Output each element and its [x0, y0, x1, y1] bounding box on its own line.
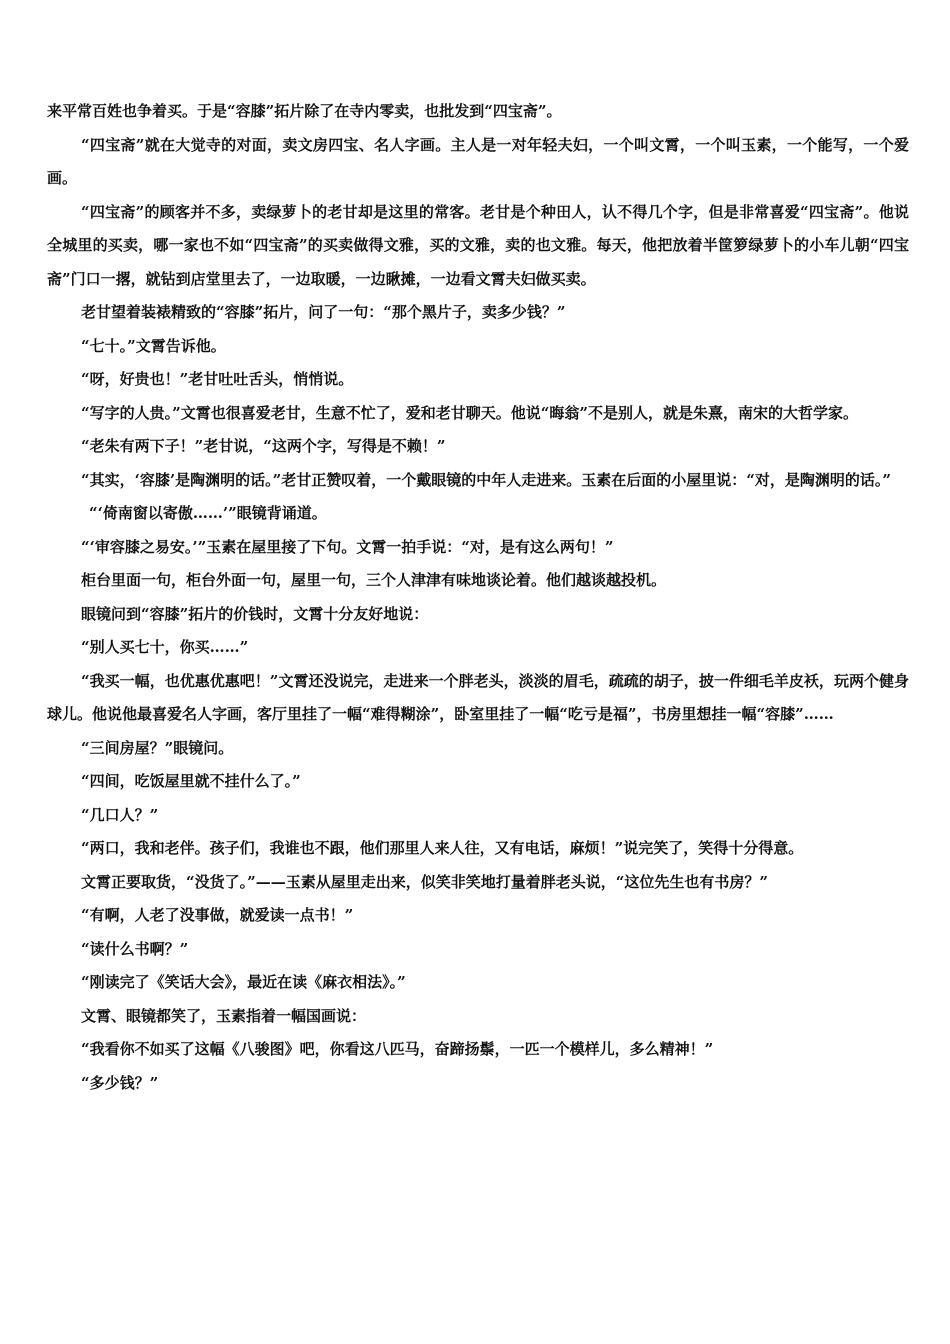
paragraph: “写字的人贵。”文霄也很喜爱老甘，生意不忙了，爱和老甘聊天。他说“晦翁”不是别人，就是朱熹，南宋的大哲学家。: [81, 403, 859, 422]
paragraph: “别人买七十，你买……”: [81, 638, 249, 656]
paragraph: “四间，吃饭屋里就不挂什么了。”: [81, 772, 301, 790]
paragraph: “其实，‘容膝’是陶渊明的话。”老甘正赞叹着，一个戴眼镜的中年人走进来。玉素在后面的小屋里说：“对，是陶渊明的话。”: [81, 470, 891, 489]
paragraph: “多少钱？”: [81, 1073, 159, 1092]
paragraph: “老朱有两下子！”老甘说，“这两个字，写得是不赖！”: [81, 437, 446, 455]
story-text: [47, 95, 909, 1100]
paragraph: 柜台里面一句，柜台外面一句，屋里一句，三个人津津有味地谈论着。他们越谈越投机。: [81, 571, 667, 589]
paragraph: “呀，好贵也！”老甘吐吐舌头，悄悄说。: [81, 370, 354, 388]
paragraph: “几口人？”: [81, 805, 159, 824]
paragraph: “‘审容膝之易安。’”玉素在屋里接了下句。文霄一拍手说：“对，是有这么两句！”: [81, 537, 614, 556]
paragraph: “有啊，人老了没事做，就爱读一点书！”: [81, 906, 354, 924]
paragraph: “七十。”文霄告诉他。: [81, 336, 226, 355]
paragraph: “刚读完了《笑话大会》，最近在读《麻衣相法》。”: [81, 973, 406, 991]
paragraph: “四宝斋”就在大觉寺的对面，卖文房四宝、名人字画。主人是一对年轻夫妇，一个叫文霄，一个叫玉素，一个能写，一个爱画。: [47, 135, 909, 187]
paragraph: “我看你不如买了这幅《八骏图》吧，你看这八匹马，奋蹄扬鬃，一匹一个模样儿，多么精神！”: [81, 1040, 714, 1058]
paragraph: “‘倚南窗以寄傲……’”眼镜背诵道。: [89, 504, 327, 522]
paragraph: 老甘望着装裱精致的“容膝”拓片，问了一句：“那个黑片子，卖多少钱？”: [81, 303, 566, 321]
paragraph: 文霄、眼镜都笑了，玉素指着一幅国画说：: [81, 1006, 367, 1025]
paragraph: “读什么书啊？”: [81, 939, 189, 958]
paragraph: “我买一幅，也优惠优惠吧！”文霄还没说完，走进来一个胖老头，淡淡的眉毛，疏疏的胡子，披一件细毛羊皮袄，玩两个健身球儿。他说他最喜爱名人字画，客厅里挂了一幅“难得糊涂”，卧室里挂了一幅“吃亏是福”，书房里想挂一幅“容膝”……: [47, 671, 909, 723]
paragraph: “两口，我和老伴。孩子们，我谁也不跟，他们那里人来人往，又有电话，麻烦！”说完笑了，笑得十分得意。: [81, 839, 804, 857]
paragraph: “三间房屋？”眼镜问。: [81, 738, 234, 757]
paragraph: “四宝斋”的顾客并不多，卖绿萝卜的老甘却是这里的常客。老甘是个种田人，认不得几个字，但是非常喜爱“四宝斋”。他说全城里的买卖，哪一家也不如“四宝斋”的买卖做得文雅，买的文雅，卖的也文雅。每天，他把放着半筐箩绿萝卜的小车儿朝“四宝斋”门口一撂，就钻到店堂里去了，一边取暖，一边瞅摊，一边看文霄夫妇做买卖。: [47, 202, 909, 288]
paragraph: 文霄正要取货，“没货了。”——玉素从屋里走出来，似笑非笑地打量着胖老头说，“这位先生也有书房？”: [81, 872, 769, 891]
paragraph: 来平常百姓也争着买。于是“容膝”拓片除了在寺内零卖，也批发到“四宝斋”。: [47, 102, 562, 120]
paragraph: 眼镜问到“容膝”拓片的价钱时，文霄十分友好地说：: [81, 604, 429, 623]
